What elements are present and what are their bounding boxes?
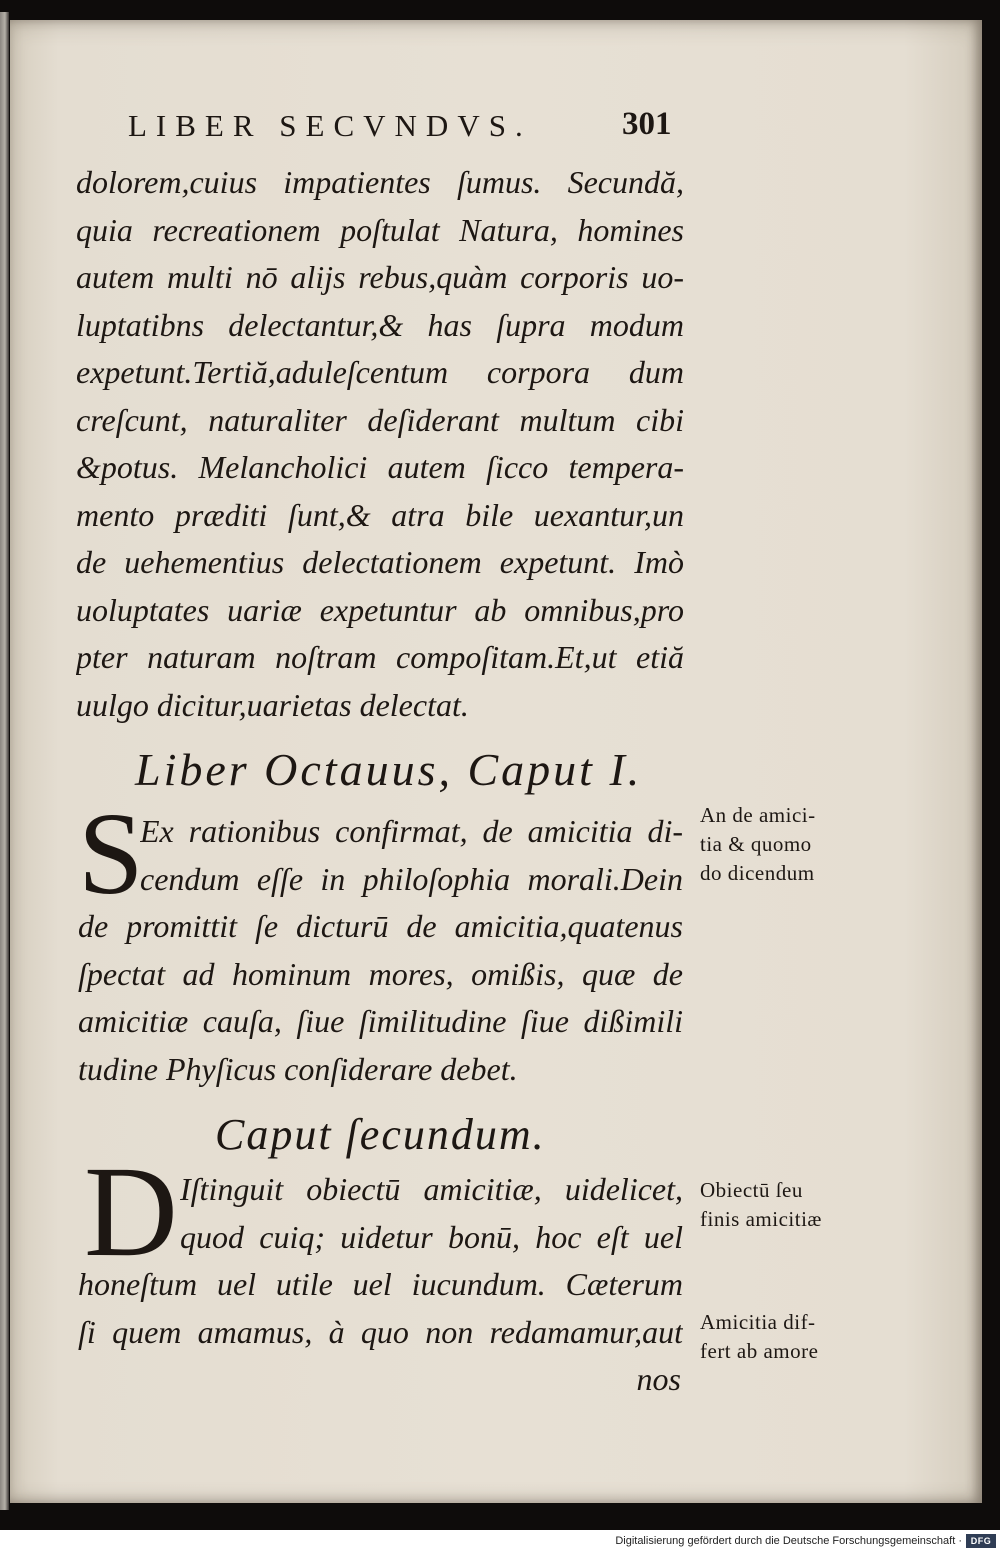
funding-notice: Digitalisierung gefördert durch die Deutsche Forschungsgemeinschaft · [615, 1535, 962, 1547]
text-line: amicitiæ cauſa, ſiue ſimilitudine ſiue dißimili [78, 1003, 683, 1039]
margin-note [700, 801, 870, 888]
margin-note-line: tia & quomo [700, 832, 812, 856]
text-line: ſi quem amamus, à quo non redamamur,aut [78, 1313, 683, 1350]
margin-note-line: do dicendum [700, 861, 815, 885]
margin-note [700, 1308, 870, 1366]
text-line: cendum eſſe in philoſophia morali.Dein [140, 860, 683, 897]
text-line: quia recreationem poſtulat Natura, homines [76, 211, 684, 248]
text-line: uoluptates uariæ expetuntur ab omnibus,pro [76, 591, 684, 628]
text-line: honeſtum uel utile uel iucundum. Cæterum [78, 1266, 683, 1302]
text-line: de promittit ſe dicturū de amicitia,quatenus [78, 908, 683, 944]
page-number: 301 [622, 106, 672, 142]
margin-note-line: fert ab amore [700, 1339, 819, 1363]
margin-note-line: An de amici- [700, 803, 816, 827]
text-line: autem multi nō alijs rebus,quàm corporis uo- [76, 259, 684, 295]
text-line: expetunt.Tertiă,aduleſcentum corpora dum [76, 354, 684, 390]
paragraph-1 [76, 159, 684, 729]
drop-cap-initial: S [78, 788, 144, 919]
text-line: mento præditi ſunt,& atra bile uexantur,un [76, 496, 684, 533]
text-line: luptatibns delectantur,& has ſupra modum [76, 306, 684, 343]
drop-cap-initial: D [84, 1140, 178, 1284]
margin-note-line: Obiectū ſeu [700, 1178, 803, 1202]
text-line: quod cuiq; uidetur bonū, hoc eſt uel [180, 1218, 683, 1255]
paragraph-3 [78, 1166, 683, 1404]
text-line: &potus. Melancholici autem ſicco tempera- [76, 449, 684, 485]
text-line: creſcunt, naturaliter deſiderant multum cibi [76, 401, 684, 438]
digitization-footer [0, 1530, 1000, 1552]
margin-note-line: finis amicitiæ [700, 1207, 822, 1231]
catchword: nos [636, 1361, 681, 1397]
text-line: Ex rationibus confirmat, de amicitia di- [140, 813, 683, 849]
text-line: pter naturam noſtram compoſitam.Et,ut etiă [76, 639, 684, 675]
text-line: Iſtinguit obiectū amicitiæ, uidelicet, [180, 1171, 683, 1207]
margin-note [700, 1176, 870, 1234]
page-edge [0, 12, 9, 1510]
text-line: dolorem,cuius impatientes ſumus. Secundă, [76, 164, 684, 200]
text-line: de uehementius delectationem expetunt. Imò [76, 544, 684, 580]
margin-note-line: Amicitia dif- [700, 1310, 816, 1334]
text-line: uulgo dicitur,uarietas delectat. [76, 686, 469, 723]
running-title: LIBER SECVNDVS. [128, 108, 532, 143]
chapter-heading: Liber Octauus, Caput I. [135, 744, 643, 795]
text-line: ſpectat ad hominum mores, omißis, quæ de [78, 955, 683, 992]
paragraph-2 [78, 808, 683, 1093]
dfg-logo: DFG [966, 1534, 996, 1548]
chapter-heading: Caput ſecundum. [215, 1110, 546, 1159]
text-line: tudine Phyſicus conſiderare debet. [78, 1050, 518, 1087]
